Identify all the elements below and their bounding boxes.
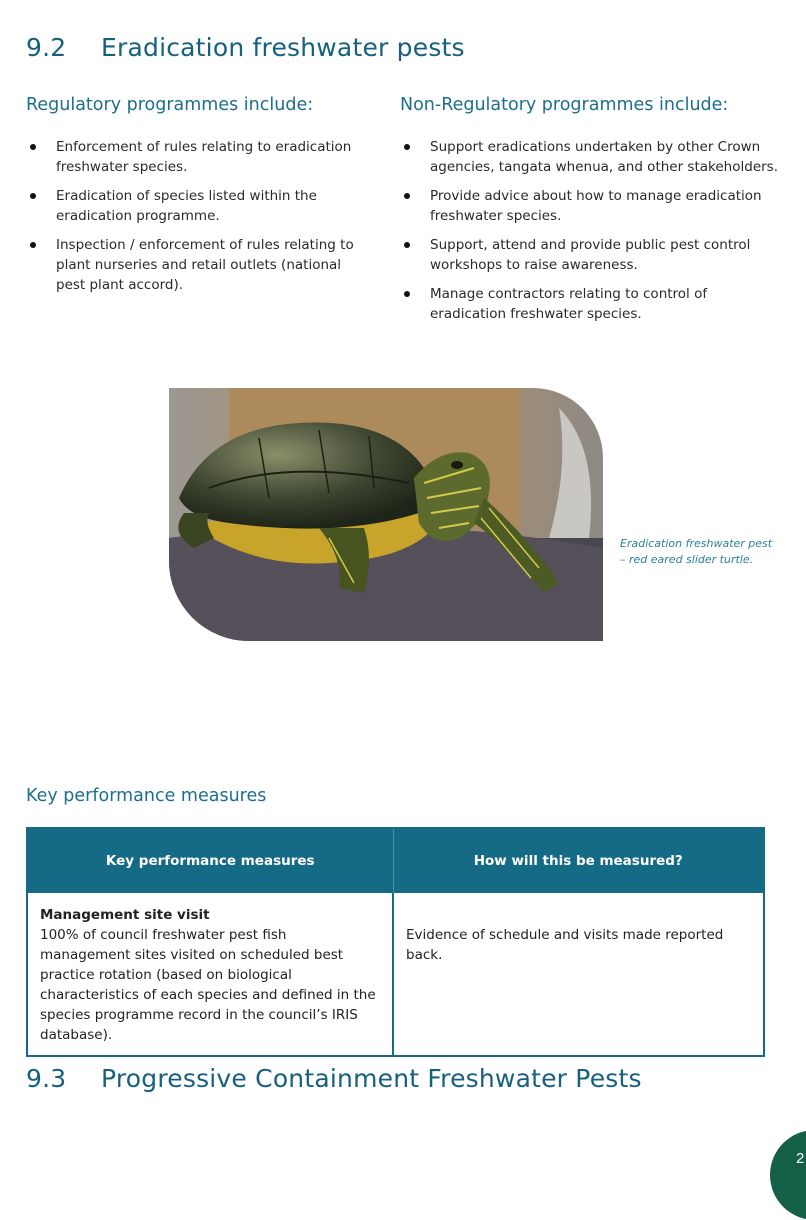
list-item: Provide advice about how to manage eradication freshwater species. [400,186,785,226]
page-number: 2 [796,1150,805,1167]
turtle-illustration [169,388,603,641]
list-item: Enforcement of rules relating to eradication freshwater species. [26,137,371,177]
caption-line: Eradication freshwater pest [620,537,773,550]
regulatory-heading: Regulatory programmes include: [26,95,314,115]
kpm-title: Management site visit [40,907,210,923]
measure-cell: Evidence of schedule and visits made reported back. [406,927,724,963]
section-title: Progressive Containment Freshwater Pests [101,1064,642,1093]
section-number: 9.2 [26,33,67,62]
kpm-column-header: Key performance measures [27,828,393,893]
regulatory-list [26,137,371,304]
table-row [27,893,764,1056]
kpm-body: 100% of council freshwater pest fish management sites visited on scheduled best practice rotation (based on biological characteristics of each species and defined in the species programme record in the council’s IRIS database). [40,927,376,1043]
page-number-badge [770,1130,806,1220]
non-regulatory-heading: Non-Regulatory programmes include: [400,95,729,115]
section-title: Eradication freshwater pests [101,33,465,62]
measured-column-header: How will this be measured? [393,828,764,893]
section-number: 9.3 [26,1064,67,1093]
photo-caption [620,536,790,568]
caption-line: – red eared slider turtle. [620,553,754,566]
list-item: Eradication of species listed within the eradication programme. [26,186,371,226]
list-item: Inspection / enforcement of rules relating to plant nurseries and retail outlets (national pest plant accord). [26,235,371,295]
list-item: Support eradications undertaken by other Crown agencies, tangata whenua, and other stakeholders. [400,137,785,177]
section-9-3-heading [26,1064,642,1093]
turtle-photo [169,388,603,641]
kpm-table [26,827,765,1057]
section-9-2-heading [26,33,465,62]
list-item: Manage contractors relating to control of eradication freshwater species. [400,284,785,324]
kpm-cell [27,893,393,1056]
list-item: Support, attend and provide public pest control workshops to raise awareness. [400,235,785,275]
kpm-heading: Key performance measures [26,786,267,806]
non-regulatory-list [400,137,785,333]
